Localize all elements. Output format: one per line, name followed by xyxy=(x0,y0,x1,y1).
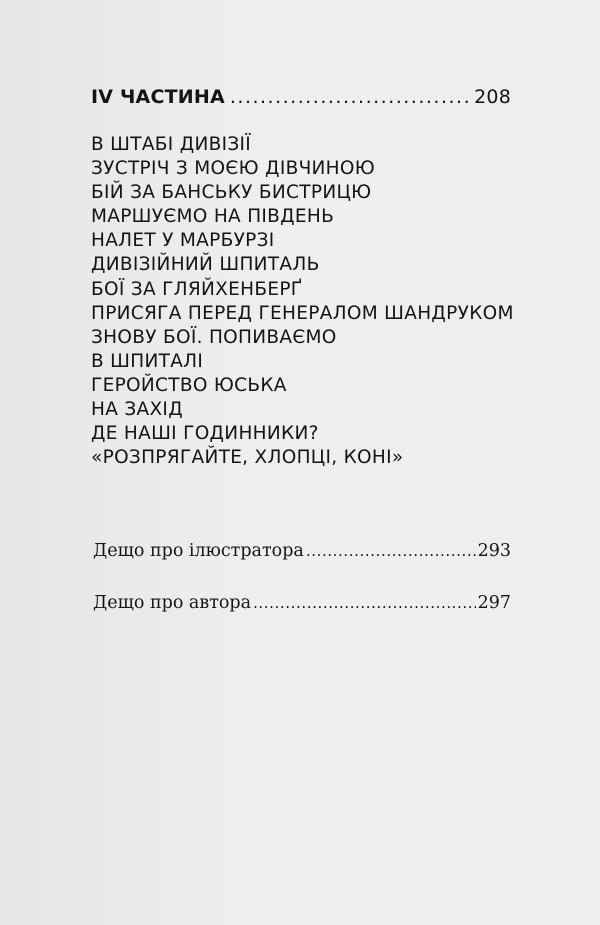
chapter-title: ЗУСТРІЧ З МОЄЮ ДІВЧИНОЮ xyxy=(91,158,376,180)
dot-leader xyxy=(230,86,471,108)
chapter-title: В ШПИТАЛІ xyxy=(91,350,204,372)
chapter-title: ГЕРОЙСТВО ЮСЬКА xyxy=(91,374,287,396)
chapter-title: БОЇ ЗА ГЛЯЙХЕНБЕРҐ xyxy=(91,278,303,300)
toc-part-entry xyxy=(91,86,511,108)
part-title: IV ЧАСТИНА xyxy=(91,86,225,108)
chapter-title: ДИВІЗІЙНИЙ ШПИТАЛЬ xyxy=(91,254,320,276)
chapter-title: НА ЗАХІД xyxy=(91,399,183,421)
toc-appendix-entry xyxy=(93,541,511,561)
dot-leader xyxy=(253,594,476,612)
toc-appendix-entry xyxy=(93,593,511,613)
appendix-title: Дещо про ілюстратора xyxy=(93,541,304,561)
appendix-page-number: 293 xyxy=(477,541,511,561)
appendix-title: Дещо про автора xyxy=(93,593,252,613)
chapter-title: «РОЗПРЯГАЙТЕ, ХЛОПЦІ, КОНІ» xyxy=(91,447,404,469)
dot-leader xyxy=(306,542,476,560)
chapter-title: БІЙ ЗА БАНСЬКУ БИСТРИЦЮ xyxy=(91,182,372,204)
chapter-title: ПРИСЯГА ПЕРЕД ГЕНЕРАЛОМ ШАНДРУКОМ xyxy=(91,302,514,324)
part-page-number: 208 xyxy=(474,86,511,108)
chapter-title: НАЛЕТ У МАРБУРЗІ xyxy=(91,230,275,252)
appendix-page-number: 297 xyxy=(477,593,511,613)
chapter-title: ДЕ НАШІ ГОДИННИКИ? xyxy=(91,423,319,445)
chapter-title: В ШТАБІ ДИВІЗІЇ xyxy=(91,134,252,155)
chapter-title: МАРШУЄМО НА ПІВДЕНЬ xyxy=(91,206,335,228)
chapter-list xyxy=(91,133,514,470)
chapter-title: ЗНОВУ БОЇ. ПОПИВАЄМО xyxy=(91,326,337,348)
